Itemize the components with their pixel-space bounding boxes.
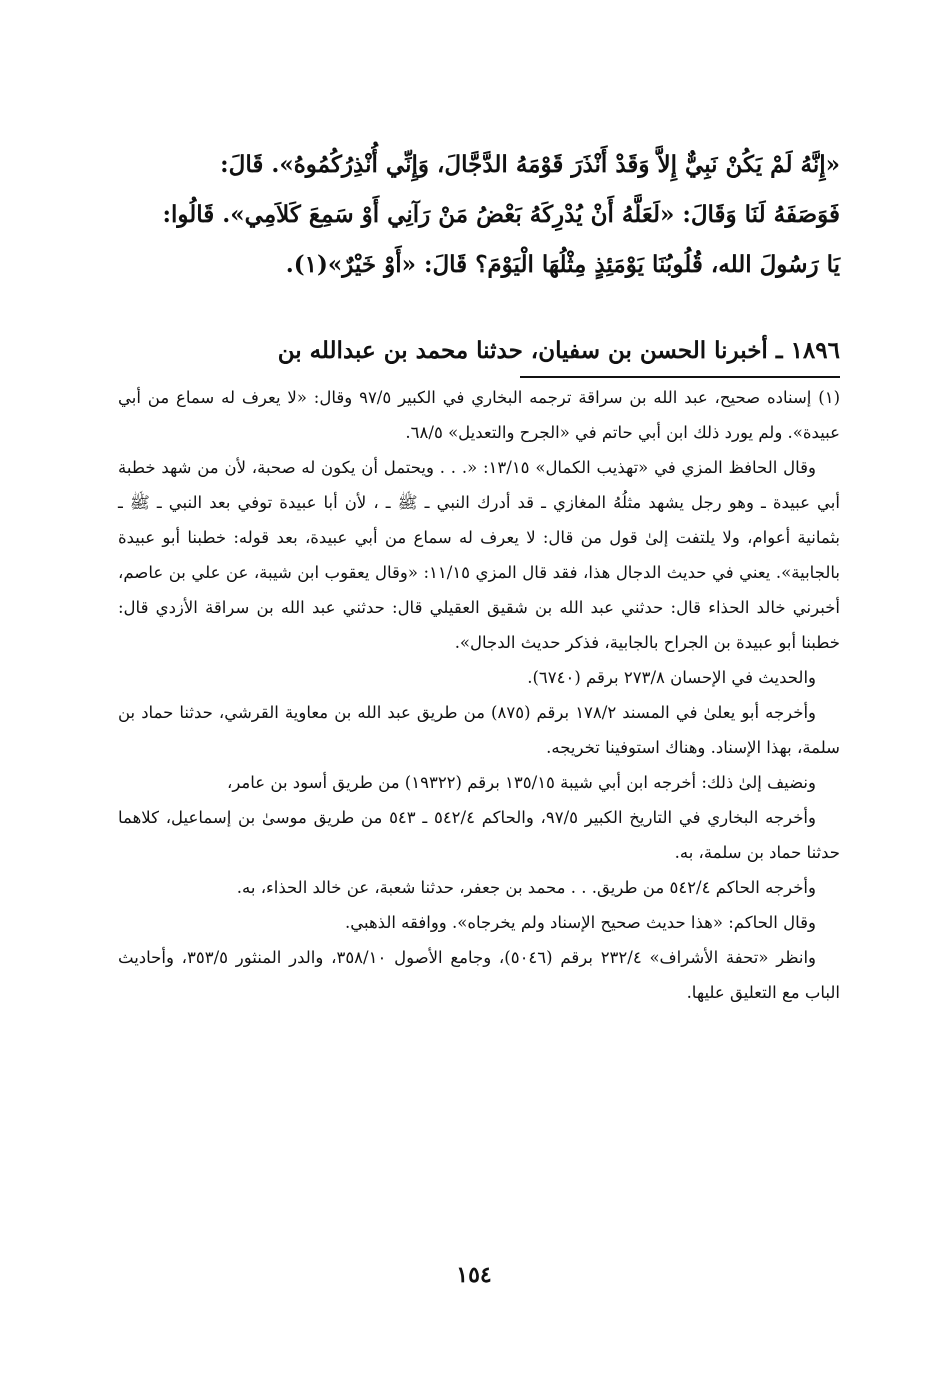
footnotes — [118, 380, 840, 1010]
footnote-separator — [520, 376, 840, 378]
footnote-paragraph: وقال الحافظ المزي في «تهذيب الكمال» ١٣/١٥: «. . . ويحتمل أن يكون له صحبة، لأن من شهد خطبة أبي عبيدة ـ وهو رجل يشهد مثلُهُ المغازي ـ قد أدرك النبي ـ ﷺ ـ ، لأن أبا عبيدة توفي بعد النبي ـ ﷺ ـ بثمانية أعوام، ولا يلتفت إلىٰ قول من قال: لا يعرف له سماع من أبي عبيدة، بعد قوله: خطبنا أبو عبيدة بالجابية». يعني في حديث الدجال هذا، فقد قال المزي ١١/١٥: «وقال يعقوب ابن شيبة، عن علي بن عاصم، أخبرني خالد الحذاء قال: حدثني عبد الله بن شقيق العقيلي قال: حدثني عبد الله بن سراقة الأزدي قال: خطبنا أبو عبيدة بن الجراح بالجابية، فذكر حديث الدجال». — [118, 458, 840, 652]
footnote-paragraph: ونضيف إلىٰ ذلك: أخرجه ابن أبي شيبة ١٣٥/١٥ برقم (١٩٣٢٢) من طريق أسود بن عامر، — [227, 773, 816, 792]
next-hadith-line: ١٨٩٦ ـ أخبرنا الحسن بن سفيان، حدثنا محمد بن عبدالله بن — [277, 337, 840, 364]
footnote-paragraph: وأخرجه الحاكم ٥٤٢/٤ من طريق. . . محمد بن جعفر، حدثنا شعبة، عن خالد الحذاء، به. — [236, 878, 816, 897]
hadith-line: فَوَصَفَهُ لَنَا وَقَالَ: «لَعَلَّهُ أَنْ يُدْرِكَهُ بَعْضُ مَنْ رَآنِي أَوْ سَمِعَ كَلاَمِي». قَالُوا: — [162, 201, 840, 228]
page-number: ١٥٤ — [456, 1262, 492, 1288]
hadith-text — [118, 140, 840, 290]
footnote-paragraph: وأخرجه أبو يعلىٰ في المسند ١٧٨/٢ برقم (٨٧٥) من طريق عبد الله بن معاوية القرشي، حدثنا حماد بن سلمة، بهذا الإسناد. وهناك استوفينا تخريجه. — [118, 703, 840, 757]
footnote-paragraph: وقال الحاكم: «هذا حديث صحيح الإسناد ولم يخرجاه». ووافقه الذهبي. — [344, 913, 816, 932]
footnote-paragraph: والحديث في الإحسان ٢٧٣/٨ برقم (٦٧٤٠). — [527, 668, 816, 687]
hadith-line: يَا رَسُولَ الله، قُلُوبُنَا يَوْمَئِذٍ مِثْلُهَا الْيَوْمَ؟ قَالَ: «أَوْ خَيْرٌ»(١). — [285, 251, 840, 278]
footnote-paragraph: وانظر «تحفة الأشراف» ٢٣٢/٤ برقم (٥٠٤٦)، وجامع الأصول ٣٥٨/١٠، والدر المنثور ٣٥٣/٥، وأحاديث الباب مع التعليق عليها. — [118, 948, 840, 1002]
hadith-line: «إِنَّهُ لَمْ يَكُنْ نَبِيٌّ إِلاَّ وَقَدْ أَنْذَرَ قَوْمَهُ الدَّجَّالَ، وَإِنِّي أُنْذِرُكُمُوهُ». قَالَ: — [220, 151, 840, 178]
footnote-paragraph: وأخرجه البخاري في التاريخ الكبير ٩٧/٥، والحاكم ٥٤٢/٤ ـ ٥٤٣ من طريق موسىٰ بن إسماعيل، كلاهما حدثنا حماد بن سلمة، به. — [118, 808, 840, 862]
footnote-paragraph: (١) إسناده صحيح، عبد الله بن سراقة ترجمه البخاري في الكبير ٩٧/٥ وقال: «لا يعرف له سماع من أبي عبيدة». ولم يورد ذلك ابن أبي حاتم في «الجرح والتعديل» ٦٨/٥. — [118, 388, 840, 442]
